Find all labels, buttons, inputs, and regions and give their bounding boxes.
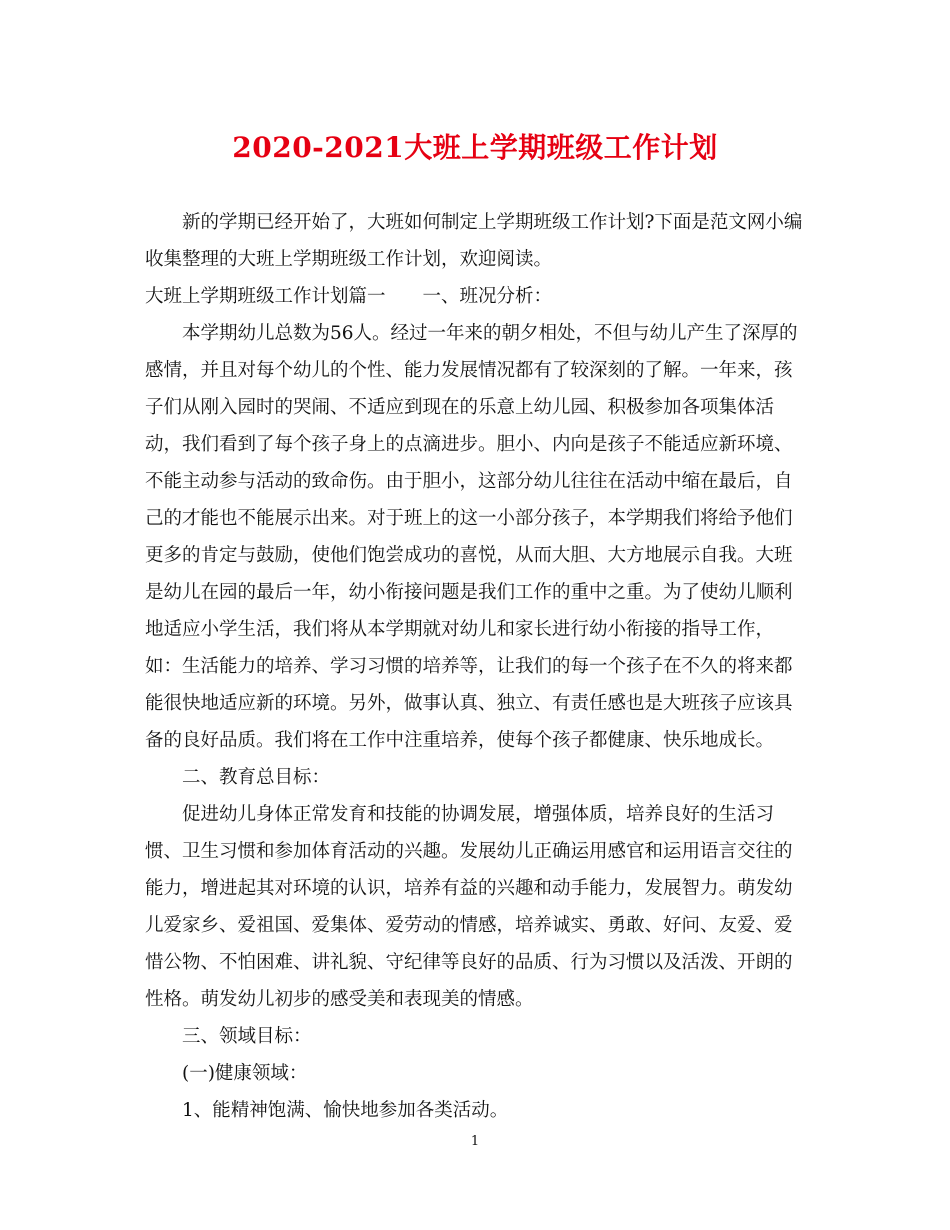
paragraph-line: 儿爱家乡、爱祖国、爱集体、爱劳动的情感，培养诚实、勇敢、好问、友爱、爱	[145, 915, 793, 936]
paragraph	[145, 796, 809, 1018]
paragraph-line: 本学期幼儿总数为56人。经过一年来的朝夕相处，不但与幼儿产生了深厚的	[182, 323, 798, 344]
paragraph-line: 能很快地适应新的环境。另外，做事认真、独立、有责任感也是大班孩子应该具	[145, 693, 793, 714]
paragraph-line: 子们从刚入园时的哭闹、不适应到现在的乐意上幼儿园、积极参加各项集体活	[145, 397, 775, 418]
paragraph	[145, 315, 809, 759]
document-body	[145, 204, 809, 1129]
paragraph-line: 二、教育总目标：	[182, 767, 331, 788]
paragraph-line: 收集整理的大班上学期班级工作计划，欢迎阅读。	[145, 249, 553, 270]
paragraph-line: 感情，并且对每个幼儿的个性、能力发展情况都有了较深刻的了解。一年来，孩	[145, 360, 793, 381]
paragraph	[145, 1018, 809, 1055]
paragraph-line: 地适应小学生活，我们将从本学期就对幼儿和家长进行幼小衔接的指导工作，	[145, 619, 775, 640]
paragraph-line: 三、领域目标：	[182, 1026, 312, 1047]
paragraph-line: 惜公物、不怕困难、讲礼貌、守纪律等良好的品质、行为习惯以及活泼、开朗的	[145, 952, 793, 973]
paragraph-line: 是幼儿在园的最后一年，幼小衔接问题是我们工作的重中之重。为了使幼儿顺利	[145, 582, 793, 603]
paragraph-line: 如：生活能力的培养、学习习惯的培养等，让我们的每一个孩子在不久的将来都	[145, 656, 793, 677]
paragraph-line: 惯、卫生习惯和参加体育活动的兴趣。发展幼儿正确运用感官和运用语言交往的	[145, 841, 793, 862]
paragraph-line: 新的学期已经开始了，大班如何制定上学期班级工作计划?下面是范文网小编	[182, 212, 803, 233]
paragraph-line: 1、能精神饱满、愉快地参加各类活动。	[182, 1100, 509, 1121]
paragraph	[145, 204, 809, 278]
page-number: 1	[470, 1134, 480, 1149]
paragraph	[145, 278, 809, 315]
paragraph-line: 备的良好品质。我们将在工作中注重培养，使每个孩子都健康、快乐地成长。	[145, 730, 775, 751]
paragraph-line: 己的才能也不能展示出来。对于班上的这一小部分孩子，本学期我们将给予他们	[145, 508, 793, 529]
paragraph	[145, 1055, 809, 1092]
paragraph-line: 更多的肯定与鼓励，使他们饱尝成功的喜悦，从而大胆、大方地展示自我。大班	[145, 545, 793, 566]
paragraph-line: 动，我们看到了每个孩子身上的点滴进步。胆小、内向是孩子不能适应新环境、	[145, 434, 793, 455]
paragraph	[145, 1092, 809, 1129]
paragraph-line: 能力，增进起其对环境的认识，培养有益的兴趣和动手能力，发展智力。萌发幼	[145, 878, 793, 899]
document-title: 2020-2021大班上学期班级工作计划	[232, 131, 718, 164]
paragraph-line: 不能主动参与活动的致命伤。由于胆小，这部分幼儿往往在活动中缩在最后，自	[145, 471, 793, 492]
paragraph-line: 大班上学期班级工作计划篇一 一、班况分析：	[145, 286, 553, 307]
paragraph-line: 性格。萌发幼儿初步的感受美和表现美的情感。	[145, 989, 534, 1010]
paragraph	[145, 759, 809, 796]
paragraph-line: 促进幼儿身体正常发育和技能的协调发展，增强体质，培养良好的生活习	[182, 804, 775, 825]
paragraph-line: (一)健康领域：	[182, 1063, 308, 1084]
